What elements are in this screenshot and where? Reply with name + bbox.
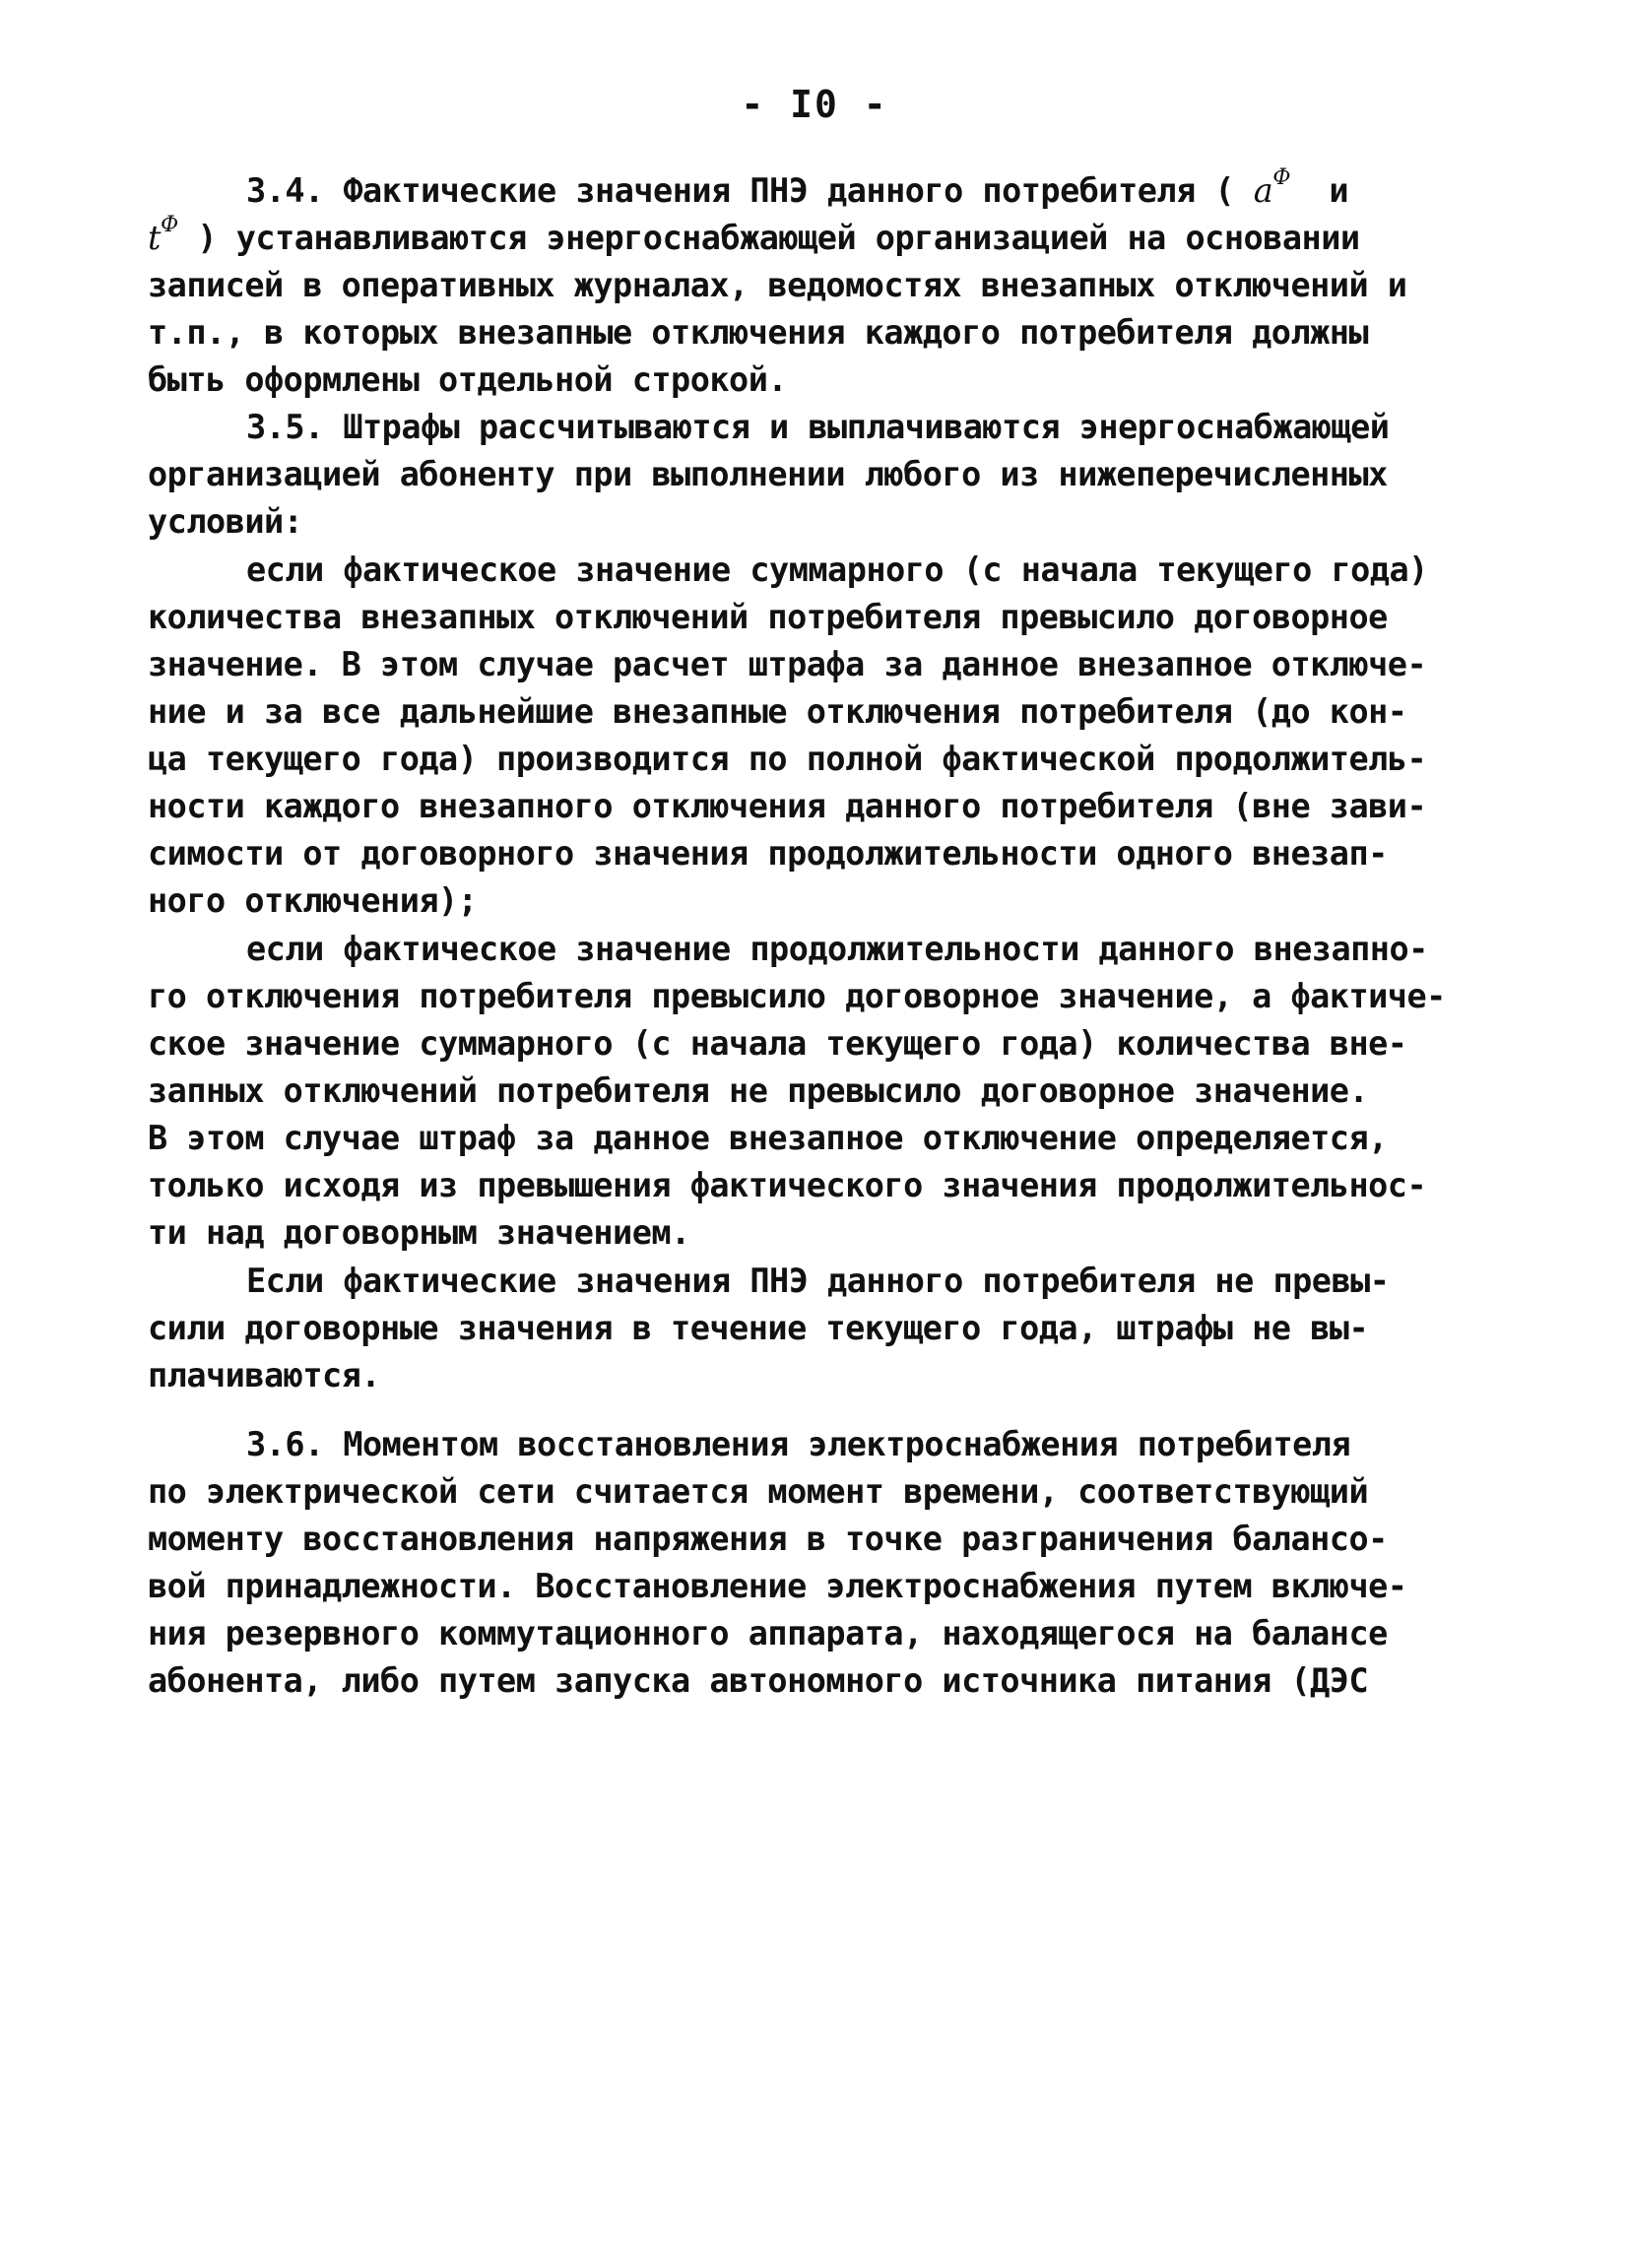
section-3-6-line: по электрической сети считается момент времени, соответствующий [148,1472,1369,1511]
condition-2-line: запных отключений потребителя не превысило договорное значение. [148,1071,1369,1110]
condition-2-line: В этом случае штраф за данное внезапное отключение определяется, [148,1119,1388,1157]
section-3-4-line-4: т.п., в которых внезапные отключения каждого потребителя должны [148,313,1369,352]
section-3-6-line: абонента, либо путем запуска автономного источника питания (ДЭС [148,1661,1369,1700]
section-3-5 [148,404,1448,546]
page-number: - I0 - [741,83,888,126]
condition-1-line: ности каждого внезапного отключения данного потребителя (вне зави- [148,787,1427,825]
condition-2-line: если фактическое значение продолжительности данного внезапно- [246,930,1428,968]
no-penalty-line: плачиваются. [148,1356,381,1394]
section-3-6 [148,1421,1448,1705]
section-3-6-line: моменту восстановления напряжения в точке разграничения балансо- [148,1520,1388,1558]
section-3-5-line: 3.5. Штрафы рассчитываются и выплачиваются энергоснабжающей [246,408,1390,446]
section-3-6-line: вой принадлежности. Восстановление электроснабжения путем включе- [148,1567,1407,1605]
condition-2-line: только исходя из превышения фактического значения продолжительнос- [148,1166,1427,1204]
condition-2-line: ти над договорным значением. [148,1213,690,1252]
no-penalty-paragraph [148,1258,1448,1399]
section-3-6-line: ния резервного коммутационного аппарата, находящегося на балансе [148,1614,1388,1652]
condition-1-line: значение. В этом случае расчет штрафа за данное внезапное отключе- [148,645,1427,683]
no-penalty-line: сили договорные значения в течение текущего года, штрафы не вы- [148,1309,1369,1347]
section-3-4-line-5: быть оформлены отдельной строкой. [148,360,788,399]
condition-1-line: ние и за все дальнейшие внезапные отключения потребителя (до кон- [148,692,1407,731]
section-3-5-line: условий: [148,502,303,541]
section-3-4-line-1: 3.4. Фактические значения ПНЭ данного потребителя ( $a^Ф$ и [246,165,1349,210]
no-penalty-line: Если фактические значения ПНЭ данного потребителя не превы- [246,1262,1390,1300]
symbol-t-actual: $t^Ф$ [148,213,178,257]
condition-1 [148,547,1448,925]
section-3-4 [148,167,1448,404]
section-3-4-line-2: $t^Ф$ ) устанавливаются энергоснабжающей организацией на основании [148,213,1360,257]
condition-1-line: ца текущего года) производится по полной фактической продолжитель- [148,740,1427,778]
section-3-4-line-3: записей в оперативных журналах, ведомостях внезапных отключений и [148,266,1407,304]
condition-2 [148,926,1448,1257]
condition-1-line: ного отключения); [148,881,478,920]
condition-2-line: го отключения потребителя превысило договорное значение, а фактиче- [148,977,1446,1015]
symbol-a-actual: $a^Ф$ [1253,165,1291,210]
condition-1-line: если фактическое значение суммарного (с начала текущего года) [246,551,1428,589]
condition-2-line: ское значение суммарного (с начала текущего года) количества вне- [148,1024,1407,1063]
condition-1-line: симости от договорного значения продолжительности одного внезап- [148,834,1388,873]
section-3-6-line: 3.6. Моментом восстановления электроснабжения потребителя [246,1425,1351,1463]
section-3-5-line: организацией абоненту при выполнении любого из нижеперечисленных [148,455,1388,493]
condition-1-line: количества внезапных отключений потребителя превысило договорное [148,598,1388,636]
